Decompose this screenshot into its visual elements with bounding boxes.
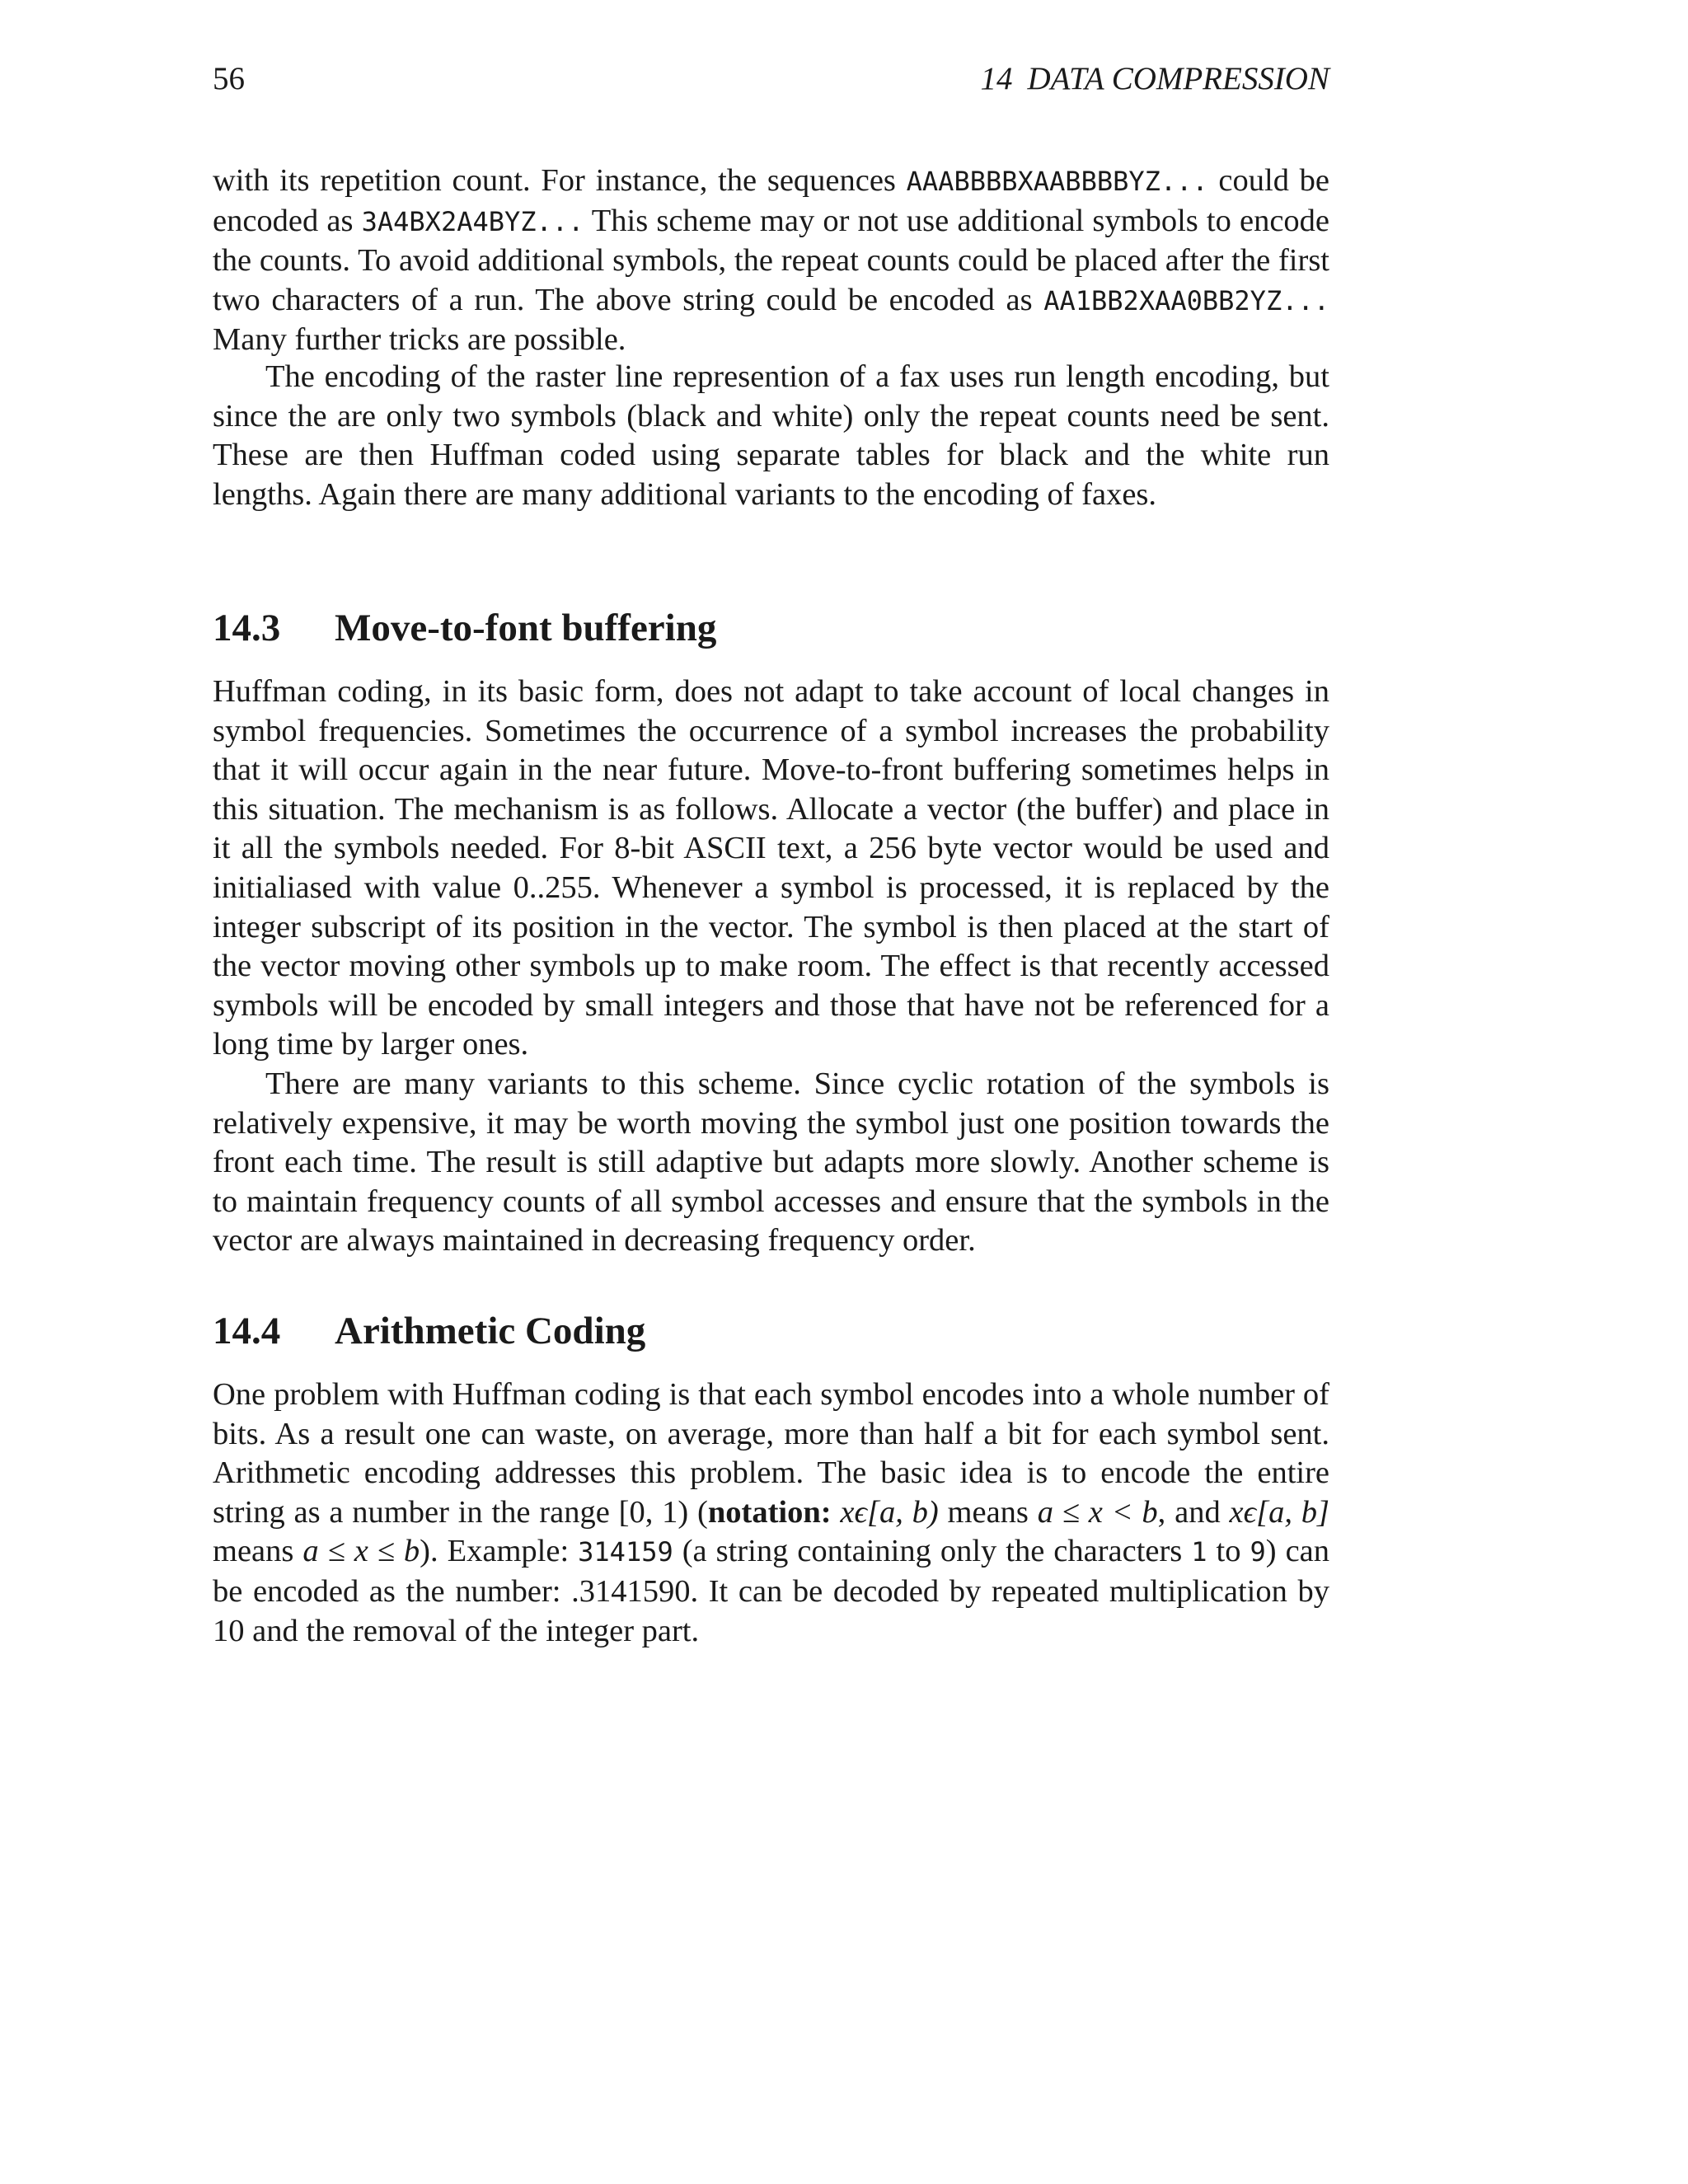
paragraph-arithmetic-coding [213,1376,1329,1651]
code-encoded: 3A4BX2A4BYZ... [361,205,584,237]
math-half-open-interval: xϵ[a, b) [840,1494,939,1530]
math-inequality-closed: a ≤ x ≤ b [302,1534,420,1569]
run-length-paragraphs [213,162,1329,360]
notation-label: notation: [707,1494,832,1530]
text-run: ) can be encoded as the number: .3141590. It can be decoded by repeated multiplication by 10 and the removal of the integer part. [213,1534,1330,1648]
code-char-start: 1 [1191,1536,1207,1568]
code-example-string: 314159 [578,1536,673,1568]
paragraph-mtf-variants: There are many variants to this scheme. Since cyclic rotation of the symbols is relatively expensive, it may be worth moving the symbol just one position towards the front each time. The result is still adaptive but adapts more slowly. Another scheme is to maintain frequency counts of all symbol accesses and ensure that the symbols in the vector are always maintained in decreasing frequency order. [213,1066,1329,1258]
arithmetic-coding-paragraph-block [213,1376,1329,1651]
chapter-number: 14 [980,61,1013,96]
math-closed-interval: xϵ[a, b] [1229,1494,1330,1530]
text-run: ( [688,1494,708,1530]
section-heading-14-3 [213,605,716,651]
paragraph-fax-encoding: The encoding of the raster line represention of a fax uses run length encoding, but since the are only two symbols (black and white) only the repeat counts need be sent. These are then Huffman coded using separate tables for black and the white run lengths. Again there are many additional variants to the encoding of faxes. [213,359,1329,512]
section-title: Arithmetic Coding [335,1310,646,1352]
text-run: means [213,1534,303,1569]
math-inequality-strict: a ≤ x < b [1037,1494,1158,1530]
section-number: 14.3 [213,607,281,649]
paragraph-run-length-example [213,162,1329,360]
code-encoded-alt: AA1BB2XAA0BB2YZ... [1043,284,1329,316]
chapter-heading [980,59,1329,99]
chapter-title: DATA COMPRESSION [1027,61,1329,96]
math-range: [0, 1) [618,1494,689,1530]
text-run: to [1207,1534,1250,1569]
text-run [832,1495,841,1530]
fax-paragraph-block [213,358,1329,514]
text-run: One problem with Huffman coding is that each symbol encodes into a whole number of bits. As a result one can waste, on average, more than half a bit for each symbol sent. Arithmetic encoding addresses this problem. The basic idea is to encode the entire string as a number in the range [213,1377,1329,1530]
text-run: could be encoded as [213,163,1330,238]
text-run: Many further tricks are possible. [213,322,626,358]
page-number: 56 [213,61,245,96]
text-run: This scheme may or not use additional symbols to encode the counts. To avoid additional symbols, the repeat counts could be placed after the first two characters of a run. The above string could be encoded as [213,203,1329,317]
section-number: 14.4 [213,1310,281,1352]
text-run: with its repetition count. For instance, the sequences [213,163,907,198]
code-char-end: 9 [1250,1536,1266,1568]
text-run: (a string containing only the characters [673,1534,1192,1569]
text-run: ). Example: [420,1534,579,1569]
code-sequence: AAABBBBXAABBBBYZ... [906,166,1208,197]
text-run: means [938,1494,1038,1530]
section-heading-14-4 [213,1308,645,1354]
paragraph-mtf-intro: Huffman coding, in its basic form, does not adapt to take account of local changes in symbol frequencies. Sometimes the occurrence of a symbol increases the probability that it will occur again in the near future. Move-to-front buffering sometimes helps in this situation. The mechanism is as follows. Allocate a vector (the buffer) and place in it all the symbols needed. For 8-bit ASCII text, a 256 byte vector would be used and initialiased with value 0..255. Whenever a symbol is processed, it is replaced by the integer subscript of its position in the vector. The symbol is then placed at the start of the vector moving other symbols up to make room. The effect is that recently accessed symbols will be encoded by small integers and those that have not be referenced for a long time by larger ones. [213,674,1329,1062]
move-to-front-paragraphs [213,673,1329,1261]
section-title: Move-to-font buffering [335,607,717,649]
text-run: , and [1157,1494,1230,1530]
